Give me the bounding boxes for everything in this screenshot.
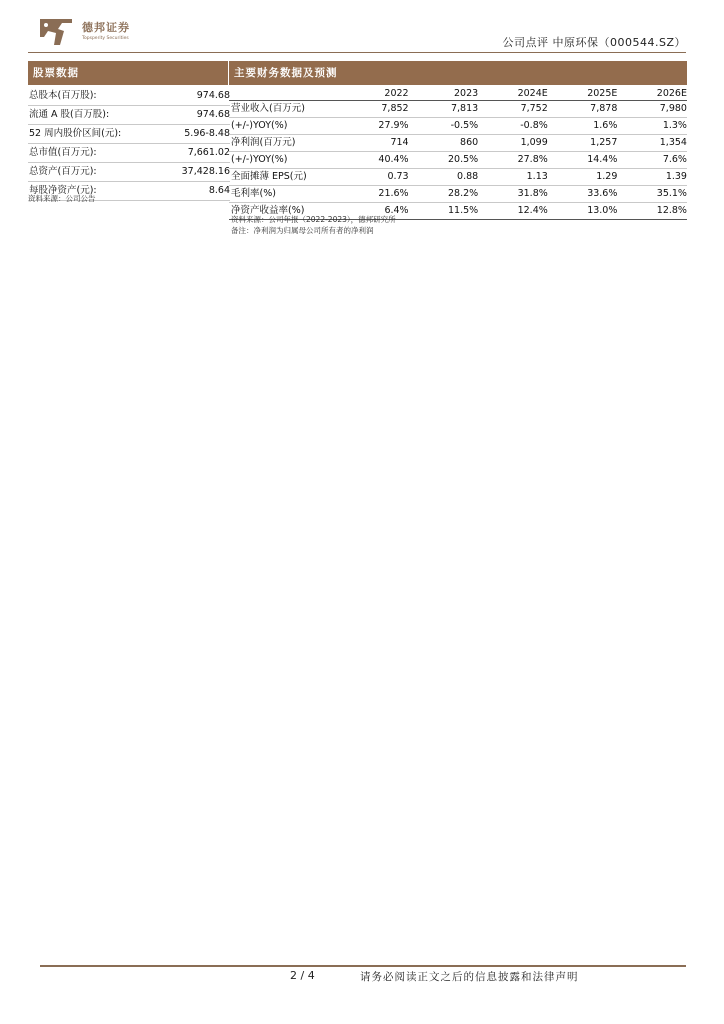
- table-header-row: [229, 87, 687, 101]
- company-logo: [38, 15, 158, 49]
- table-cell: 27.9%: [378, 120, 409, 131]
- table-cell: 12.8%: [656, 205, 687, 216]
- legal-disclaimer: 请务必阅读正文之后的信息披露和法律声明: [360, 971, 579, 983]
- year-header: 2026E: [656, 88, 687, 99]
- page-number: 2 / 4: [290, 969, 315, 982]
- table-cell: 20.5%: [448, 154, 479, 165]
- row-value: 37,428.16: [181, 166, 230, 177]
- table-cell: 11.5%: [448, 205, 479, 216]
- row-label: (+/-)YOY(%): [231, 154, 288, 165]
- document-title: 公司点评 中原环保（000544.SZ）: [502, 36, 686, 49]
- row-value: 974.68: [196, 109, 230, 120]
- table-cell: 14.4%: [587, 154, 618, 165]
- financial-remark: 备注：净利润为归属母公司所有者的净利润: [231, 226, 374, 235]
- table-row-revenue: [229, 101, 687, 118]
- table-cell: 31.8%: [517, 188, 548, 199]
- table-cell: -0.5%: [450, 120, 479, 131]
- stock-row-float-shares: [28, 106, 230, 125]
- financial-source: 资料来源：公司年报（2022-2023），德邦研究所: [231, 215, 396, 224]
- table-cell: 27.8%: [517, 154, 548, 165]
- table-cell: 7,813: [450, 103, 479, 114]
- row-label: 净利润(百万元): [231, 137, 296, 148]
- row-label: 流通 A 股(百万股):: [29, 109, 110, 120]
- year-header: 2024E: [517, 88, 548, 99]
- header-blank: [229, 87, 339, 100]
- header-divider: [28, 52, 686, 53]
- brand-name: 德邦证券: [82, 21, 130, 34]
- row-value: 8.64: [208, 185, 230, 196]
- table-cell: 1,257: [590, 137, 618, 148]
- row-value: 7,661.02: [187, 147, 230, 158]
- row-label: 营业收入(百万元): [231, 103, 305, 114]
- table-row-net-profit-yoy: [229, 152, 687, 169]
- financial-data-header: 主要财务数据及预测: [229, 61, 687, 85]
- logo-emblem-icon: [38, 15, 76, 49]
- year-header: 2025E: [587, 88, 618, 99]
- row-label: 总市值(百万元):: [29, 147, 97, 158]
- footer-divider: [40, 965, 686, 967]
- row-label: 净资产收益率(%): [231, 205, 305, 216]
- row-label: (+/-)YOY(%): [231, 120, 288, 131]
- row-label: 每股净资产(元):: [29, 185, 97, 196]
- table-cell: -0.8%: [520, 120, 548, 131]
- table-cell: 7,852: [381, 103, 409, 114]
- table-cell: 12.4%: [517, 205, 548, 216]
- row-label: 总股本(百万股):: [29, 90, 97, 101]
- row-value: 974.68: [196, 90, 230, 101]
- stock-row-market-cap: [28, 144, 230, 163]
- table-cell: 6.4%: [384, 205, 409, 216]
- table-cell: 0.88: [457, 171, 479, 182]
- table-cell: 33.6%: [587, 188, 618, 199]
- table-cell: 7,878: [590, 103, 618, 114]
- table-cell: 13.0%: [587, 205, 618, 216]
- table-cell: 1,354: [659, 137, 687, 148]
- table-cell: 1,099: [520, 137, 548, 148]
- brand-subtitle: Topsperity Securities: [82, 36, 129, 41]
- table-cell: 1.13: [526, 171, 548, 182]
- table-cell: 1.3%: [662, 120, 687, 131]
- year-header: 2023: [454, 88, 479, 99]
- table-row-revenue-yoy: [229, 118, 687, 135]
- row-label: 全面摊薄 EPS(元): [231, 171, 307, 182]
- financial-notes: [231, 214, 396, 236]
- row-label: 总资产(百万元):: [29, 166, 97, 177]
- table-cell: 28.2%: [448, 188, 479, 199]
- stock-data-source: 资料来源：公司公告: [28, 194, 96, 203]
- table-cell: 1.6%: [593, 120, 618, 131]
- table-row-net-profit: [229, 135, 687, 152]
- stock-row-total-assets: [28, 163, 230, 182]
- stock-data-table: [28, 87, 230, 201]
- table-cell: 7,980: [659, 103, 687, 114]
- table-cell: 21.6%: [378, 188, 409, 199]
- stock-data-header: 股票数据: [28, 61, 228, 85]
- table-cell: 1.29: [596, 171, 618, 182]
- row-value: 5.96-8.48: [184, 128, 230, 139]
- financial-forecast-table: [229, 87, 687, 220]
- row-label: 毛利率(%): [231, 188, 276, 199]
- table-cell: 40.4%: [378, 154, 409, 165]
- table-row-gross-margin: [229, 186, 687, 203]
- table-cell: 35.1%: [656, 188, 687, 199]
- table-cell: 714: [390, 137, 409, 148]
- stock-row-total-shares: [28, 87, 230, 106]
- table-cell: 7,752: [520, 103, 548, 114]
- table-cell: 0.73: [387, 171, 409, 182]
- row-label: 52 周内股价区间(元):: [29, 128, 122, 139]
- stock-row-52w-range: [28, 125, 230, 144]
- table-row-eps: [229, 169, 687, 186]
- table-cell: 860: [460, 137, 479, 148]
- year-header: 2022: [384, 88, 409, 99]
- table-cell: 1.39: [665, 171, 687, 182]
- table-cell: 7.6%: [662, 154, 687, 165]
